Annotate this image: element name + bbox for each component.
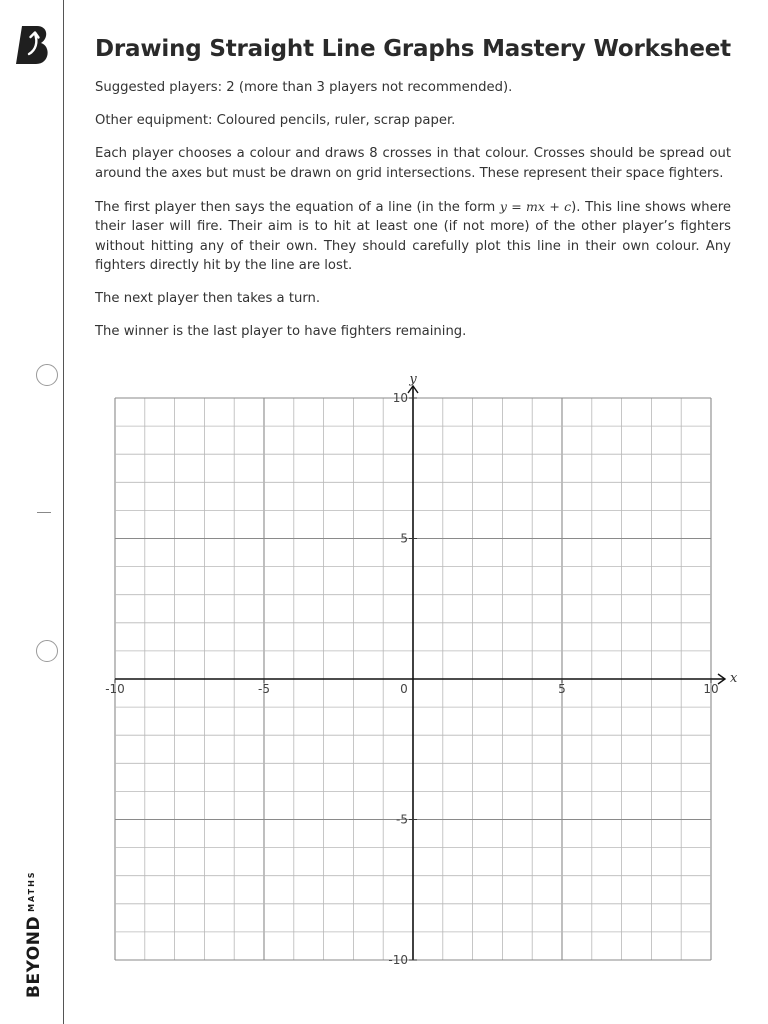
x-tick-label: 5 (558, 682, 566, 696)
equipment-paragraph: Other equipment: Coloured pencils, ruler, scrap paper. (95, 113, 456, 128)
next-player-paragraph: The next player then takes a turn. (95, 291, 321, 306)
first-player-text-start: The first player then says the equation of a line (in the form (95, 199, 500, 215)
origin-label: 0 (400, 682, 408, 696)
y-tick-label: 10 (392, 391, 408, 405)
brand-main-text: BEYOND (24, 915, 44, 998)
y-axis-label: y (409, 372, 417, 387)
x-tick-label: -10 (105, 682, 125, 696)
x-tick-label: -5 (258, 682, 270, 696)
players-paragraph: Suggested players: 2 (more than 3 players not recommended). (95, 80, 513, 95)
y-tick-label: -5 (396, 812, 408, 827)
x-axis-label: x (730, 671, 738, 686)
y-tick-label: 5 (400, 531, 408, 546)
worksheet-title: Drawing Straight Line Graphs Mastery Worksheet (95, 36, 731, 62)
winner-paragraph: The winner is the last player to have fighters remaining. (95, 324, 467, 339)
brand-sub-text: MATHS (27, 870, 36, 912)
line-equation: y = mx + c (499, 198, 572, 214)
crosses-paragraph: Each player chooses a colour and draws 8 crosses in that colour. Crosses should be spread out around the axes but must be drawn on grid intersections. These represent their space fighters. (95, 146, 731, 181)
x-tick-label: 10 (703, 682, 719, 696)
y-tick-label: -10 (388, 953, 408, 967)
first-player-text-end: ). This line shows where their laser will fire. Their aim is to hit at least one (if not more) of the other player’s fighters without hitting any of their own. They should carefully plot this line in their own colour. Any fighters directly hit by the line are lost. (95, 199, 731, 273)
